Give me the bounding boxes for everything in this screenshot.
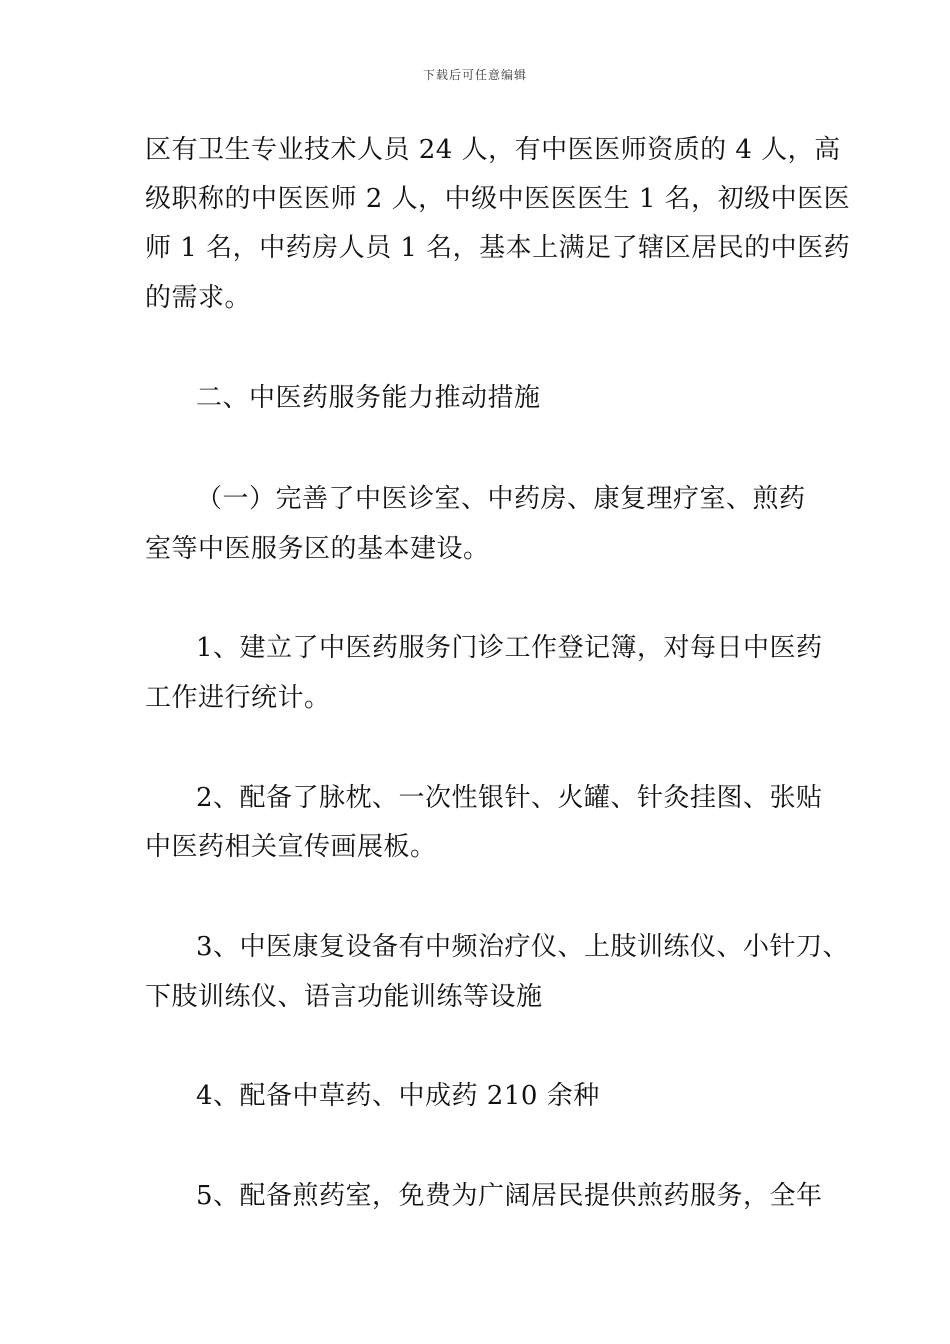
section-heading: 二、中医药服务能力推动措施: [196, 383, 541, 413]
paragraph-line-1: 区有卫生专业技术人员 24 人，有中医医师资质的 4 人，高: [145, 135, 841, 165]
item-1-line-1: 1、建立了中医药服务门诊工作登记簿，对每日中医药: [196, 633, 823, 663]
item-2-line-2: 中医药相关宣传画展板。: [145, 832, 437, 862]
item-3-line-1: 3、中医康复设备有中频治疗仪、上肢训练仪、小针刀、: [196, 932, 850, 962]
paragraph-line-2: 级职称的中医医师 2 人，中级中医医医生 1 名，初级中医医: [145, 184, 851, 214]
paragraph-line-3: 师 1 名，中药房人员 1 名，基本上满足了辖区居民的中医药: [145, 233, 851, 263]
item-1-line-2: 工作进行统计。: [145, 683, 331, 713]
item-3-line-2: 下肢训练仪、语言功能训练等设施: [145, 982, 543, 1012]
item-5-line-1: 5、配备煎药室，免费为广阔居民提供煎药服务，全年: [196, 1181, 823, 1211]
subsection-heading-line-2: 室等中医服务区的基本建设。: [145, 534, 490, 564]
paragraph-line-4: 的需求。: [145, 283, 252, 313]
page-header-note: 下载后可任意编辑: [422, 68, 527, 82]
item-4-line-1: 4、配备中草药、中成药 210 余种: [196, 1081, 600, 1111]
item-2-line-1: 2、配备了脉枕、一次性银针、火罐、针灸挂图、张贴: [196, 783, 823, 813]
subsection-heading-line-1: （一）完善了中医诊室、中药房、康复理疗室、煎药: [196, 484, 806, 514]
